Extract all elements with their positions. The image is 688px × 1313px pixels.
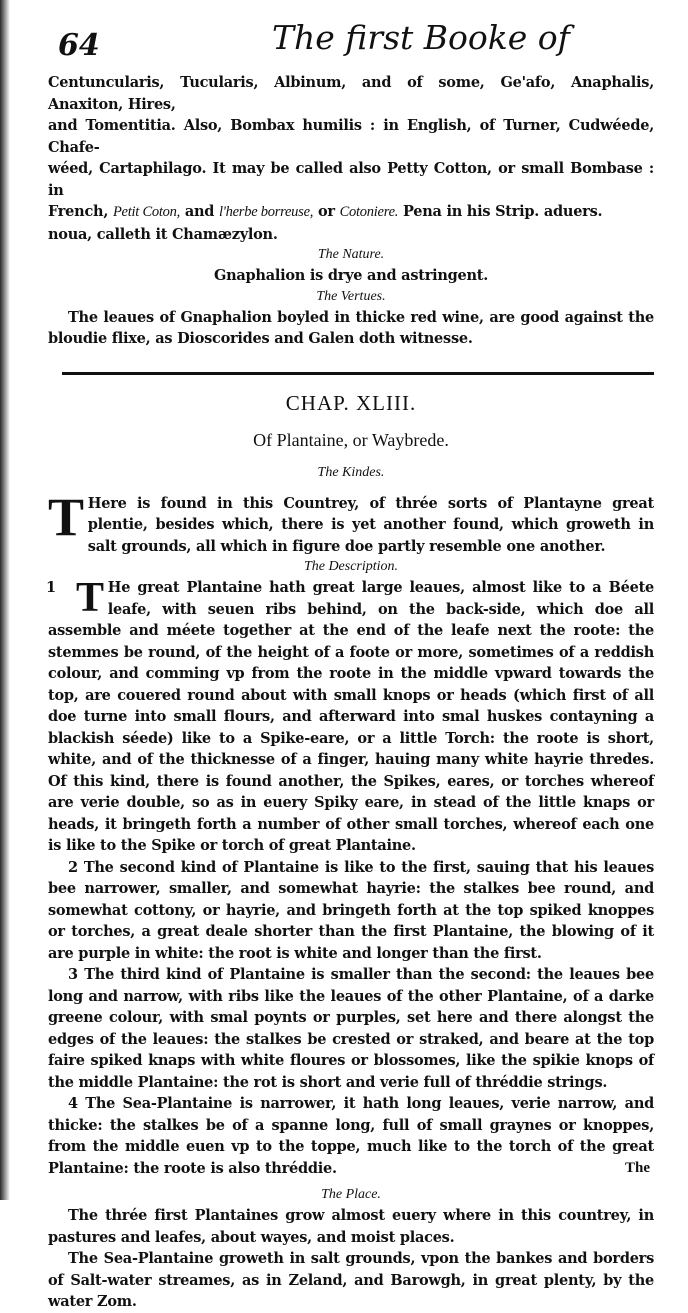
description-heading: The Description. [303,559,399,574]
kindes-paragraph: Here is found in this Countrey, of thrée sorts of Plantayne great plentie, besides which, there is yet another found, which groweth in salt grounds, all which in figure doe partly resemble one another. [87,494,654,555]
italic-run: Petit Coton, [112,204,181,220]
kindes-text [48,486,654,558]
place-heading: The Place. [321,1187,381,1202]
page-number: 64 [58,28,100,63]
place-block [48,1205,654,1313]
description-item-2: 2 The second kind of Plantaine is like to the first, sauing that his leaues bee narrower, smaller, and somewhat hayrie: the stalkes bee round, and somewhat cottony, or hayrie, and bringeth forth at the top spiked knoppes or torches, a great deale shorter than the first Plantaine, the blowing of it are purple in white: the root is white and longer than the first. [48,858,654,962]
chapter-title: Of Plantaine, or Waybrede. [253,429,449,450]
place-paragraph-2: The Sea-Plantaine groweth in salt grounds, vpon the bankes and borders of Salt-water streames, as in Zeland, and Barowgh, in great plenty, by the water Zom. [48,1250,654,1310]
place-paragraph-1: The thrée first Plantaines grow almost euery where in this countrey, in pastures and leafes, about wayes, and moist places. [48,1207,654,1246]
text-run: Pena in his Strip. aduers. [402,203,603,220]
intro-line: Centuncularis, Tucularis, Albinum, and of some, Ge'afo, Anaphalis, Anaxiton, Hires, [48,74,654,113]
page-header [48,0,654,72]
kindes-heading: The Kindes. [317,464,385,480]
vertues-heading: The Vertues. [316,288,386,304]
vertues-text [48,307,654,350]
drop-cap: T [76,575,104,621]
section-rule [62,372,654,375]
catchword: The [624,1160,650,1176]
text-run: and [184,203,215,220]
intro-line: wéed, Cartaphilago. It may be called also Petty Cotton, or small Bombase : in [48,160,654,199]
chapter-number: CHAP. XLIII. [285,390,417,415]
italic-run: l'herbe borreuse, [218,204,314,220]
description-block [48,577,654,1179]
intro-line: and Tomentitia. Also, Bombax humilis : in English, of Turner, Cudwéede, Chafe- [48,117,654,156]
intro-line: noua, calleth it Chamæzylon. [48,225,278,243]
nature-heading: The Nature. [317,247,385,262]
intro-block [48,72,654,245]
description-item-4: 4 The Sea-Plantaine is narrower, it hath long leaues, verie narrow, and thicke: the stalkes be of a spanne long, full of small graynes or knoppes, from the middle euen vp to the toppe, much like to the torch of the great Plantaine: the roote is also thréddie. [48,1095,654,1177]
text-run: or [317,203,335,220]
intro-line-french [48,201,654,224]
description-item-3: 3 The third kind of Plantaine is smaller than the second: the leaues bee long and narrow, with ribs like the leaues of the other Plantaine, of a darke greene colour, with smal poynts or purples, set here and there alongst the edges of the leaues: the stalkes be crested or straked, and beare at the top faire spiked knaps with white floures or blossomes, like the spikie knops of the middle Plantaine: the rot is short and verie full of thréddie strings. [48,966,654,1091]
description-paragraph: He great Plantaine hath great large leaues, almost like to a Béete leafe, with seuen ribs behind, on the back-side, which doe all assemble and méete together at the end of the leafe next the roote: the stemmes be round, of the height of a foote or more, sometimes of a reddish colour, and comming vp from the roote in the middle vpward towards the top, are couered round about with small knops or heads (which first of all doe turne into small flours, and afterward into smal huskes contayning a blackish séede) like to a Spike-eare, or a little Torch: the roote is short, white, and of the thicknesse of a finger, hauing many white hayrie thredes. Of this kind, there is found another, the Spikes, eares, or torches whereof are verie double, so as in euery Spiky eare, in stead of the little knaps or heads, it bringeth forth a number of other small torches, whereof each one is like to the Spike or torch of great Plantaine. [48,579,654,854]
italic-run: Cotoniere. [339,204,399,220]
description-item-1 [48,577,654,857]
running-title: The first Booke of [272,18,570,57]
vertues-paragraph: The leaues of Gnaphalion boyled in thicke red wine, are good against the bloudie flixe, as Dioscorides and Galen doth witnesse. [48,308,654,347]
item-number: 1 [46,579,56,596]
drop-cap: T [48,486,84,547]
text-run: French, [48,203,109,220]
nature-text: Gnaphalion is drye and astringent. [213,267,489,284]
page-gutter-shadow [0,0,10,1200]
